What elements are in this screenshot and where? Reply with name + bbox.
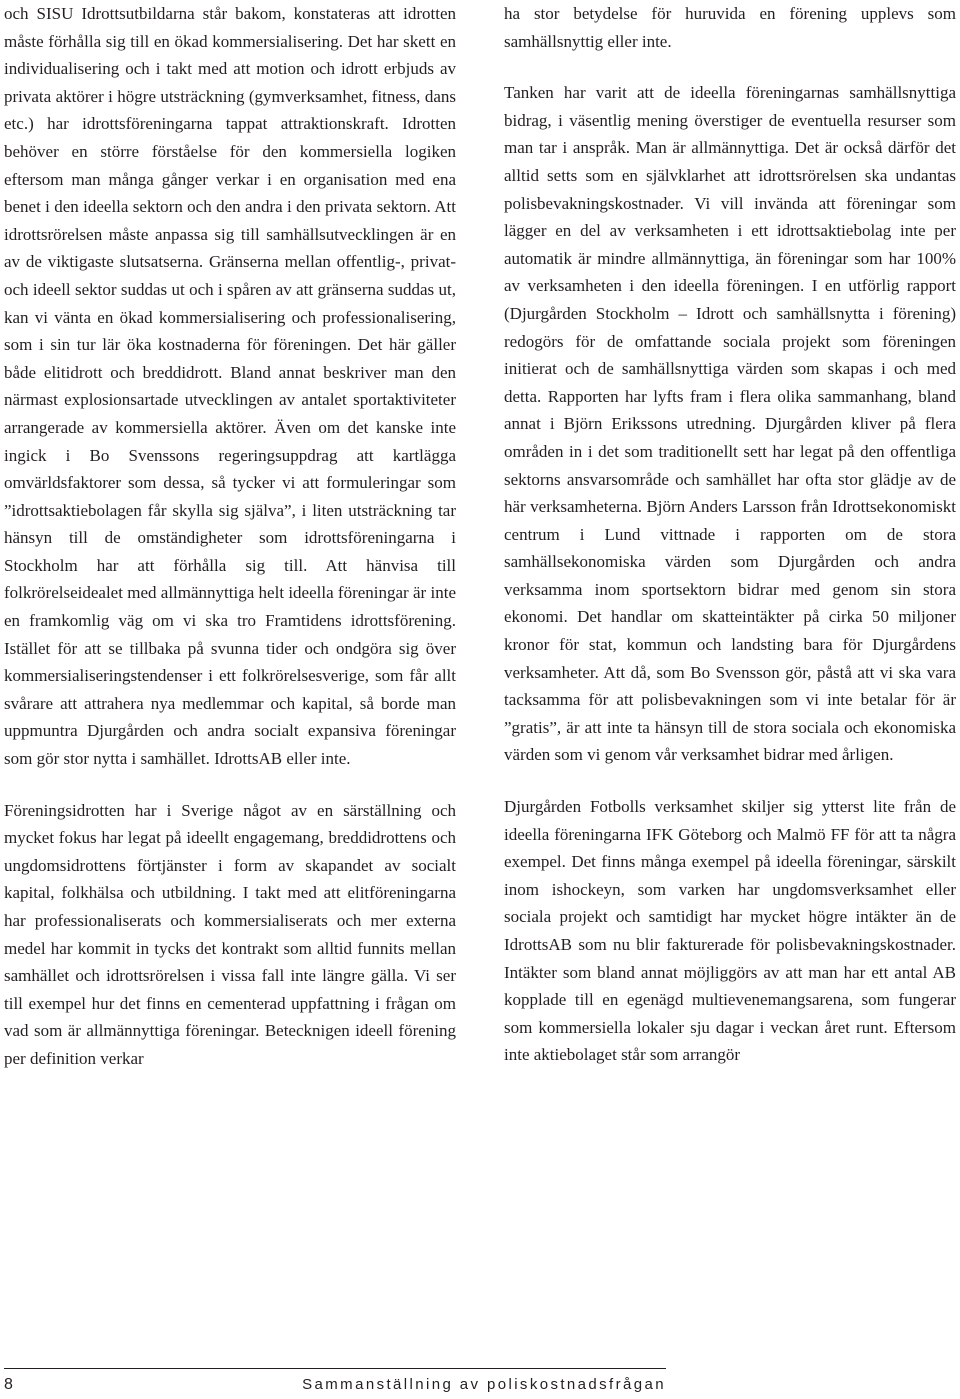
paragraph: ha stor betydelse för huruvida en förening upplevs som samhällsnyttig eller inte. (504, 4, 956, 51)
right-column (504, 0, 956, 1069)
paragraph: Föreningsidrotten har i Sverige något av en särställning och mycket fokus har legat på ideellt engagemang, breddidrottens och ungdomsidrottens förtjänster i form av skapandet av socialt kapital, folkhälsa och utbildning. I takt med att elitföreningarna har professionaliserats och kommersialiserats och mer externa medel har kommit in tycks det kontrakt som alltid funnits mellan samhället och idrottsrörelsen i vissa fall inte längre gälla. Vi ser till exempel hur det finns en cementerad uppfattning i frågan om vad som är allmännyttiga föreningar. Betecknigen ideell förening per definition verkar (4, 800, 456, 1068)
footer-divider (4, 1368, 666, 1369)
footer-document-title: Sammanställning av poliskostnadsfrågan (302, 1376, 666, 1393)
left-column (4, 0, 456, 1073)
paragraph: Djurgården Fotbolls verksamhet skiljer sig ytterst lite från de ideella föreningarna IFK Göteborg och Malmö FF för att ta några exempel. Det finns många exempel på ideella föreningar, särskilt inom ishockeyn, som varken har ungdomsverksamhet eller sociala projekt och samtidigt har mycket högre intäkter än de IdrottsAB som nu blir fakturerade för polisbevakningskostnader. Intäkter som bland annat möjliggörs av att man har ett antal AB kopplade till en egenägd multievenemangsarena, som fungerar som kommersiella lokaler sju dagar i veckan året runt. Eftersom inte aktiebolaget står som arrangör (504, 797, 956, 1065)
paragraph: och SISU Idrottsutbildarna står bakom, konstateras att idrotten måste förhålla sig till en ökad kommersialisering. Det har skett en individualisering och i takt med att motion och idrott erbjuds av privata aktörer i högre utsträckning (gymverksamhet, fitness, dans etc.) har idrottsföreningarna tappat attraktionskraft. Idrotten behöver en större förståelse för den kommersiella logiken eftersom man många gånger verkar i en organisation med ena benet i den ideella sektorn och den andra i den privata sektorn. Att idrottsrörelsen måste anpassa sig till samhällsutvecklingen är en av de viktigaste slutsatserna. Gränserna mellan offentlig-, privat- och ideell sektor suddas ut och i spåren av att gränserna suddas ut, kan vi vänta en ökad kommersialisering och professionalisering, som i sin tur lär öka kostnaderna för föreningen. Det här gäller både elitidrott och breddidrott. Bland annat beskriver man den närmast explosionsartade utvecklingen av antalet sportaktiviteter arrangerade av kommersiella aktörer. Även om det kanske inte ingick i Bo Svenssons regeringsuppdrag att kartlägga omvärldsfaktorer som dessa, så tycker vi att formuleringar som ”idrottsaktiebolagen får skylla sig själva”, i liten utsträckning tar hänsyn till de omständigheter som idrottsföreningarna i Stockholm har att förhålla sig till. Att hänvisa till folkrörelseidealet med allmännyttiga helt ideella föreningar är inte en framkomlig väg om vi ska tro Framtidens idrottsförening. Istället för att se tillbaka på svunna tider och ondgöra sig över kommersialiseringstendenser i ett folkrörelsesverige, som får allt svårare att attrahera nya medlemmar och kapital, så borde man uppmuntra Djurgården och andra socialt expansiva föreningar som gör stor nytta i samhället. IdrottsAB eller inte. (4, 4, 456, 769)
page-number: 8 (4, 1376, 13, 1393)
paragraph: Tanken har varit att de ideella föreningarnas samhällsnyttiga bidrag, i väsentlig mening överstiger de eventuella resurser som man tar i anspråk. Man är allmännyttiga. Det är också därför det alltid setts som en självklarhet att idrottsrörelsen ska undantas polisbevakningskostnader. Vi vill invända att föreningar som lägger en del av verksamheten i ett idrottsaktiebolag inte per automatik är mindre allmännyttiga, än föreningar som har 100% av verksamheten i den ideella föreningen. I en utförlig rapport (Djurgården Stockholm – Idrott och samhällsnytta i förening) redogörs för de omfattande sociala projekt som föreningen initierat och de samhällsnyttiga värden som skapas i och med detta. Rapporten har lyfts fram i flera olika sammanhang, bland annat i Björn Erikssons utredning. Djurgården kliver på flera områden in i det som traditionellt sett har legat på den offentliga sektorns ansvarsområde och samhället har ofta stor glädje av de här verksamheterna. Björn Anders Larsson från Idrottsekonomiskt centrum i Lund vittnade i rapporten om de stora samhällsekonomiska värden som Djurgården och andra verksamma inom sportsektorn bidrar med genom sin stora ekonomi. Det handlar om skatteintäkter på cirka 50 miljoner kronor för stat, kommun och landsting bara för Djurgårdens verksamheter. Att då, som Bo Svensson gör, påstå att vi ska vara tacksamma för att polisbevakningen som vi inte betalar för är ”gratis”, är att inte ta hänsyn till de stora sociala och ekonomiska värden som vi genom vår verksamhet bidrar med årligen. (504, 83, 956, 765)
